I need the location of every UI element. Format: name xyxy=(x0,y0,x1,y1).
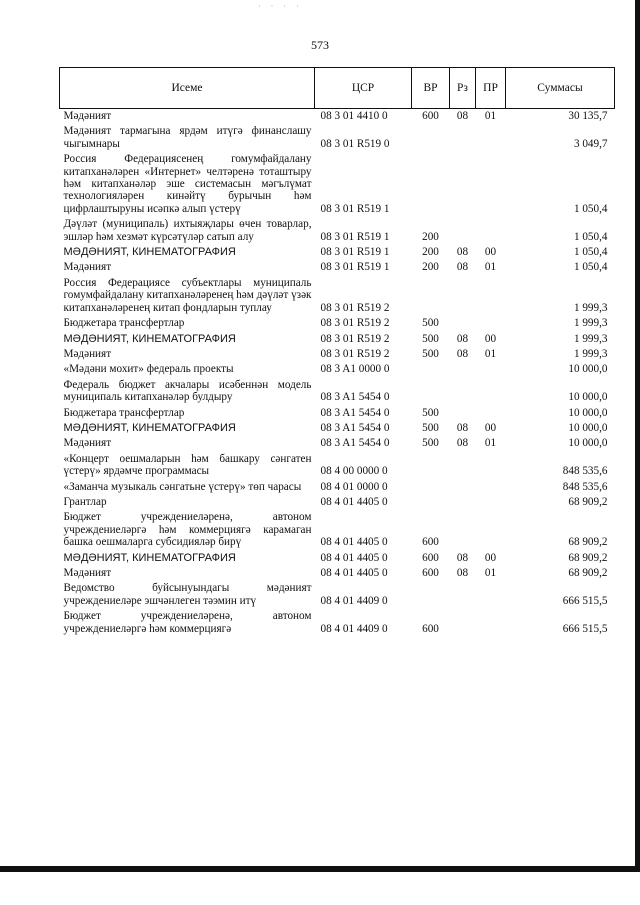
page-number: 573 xyxy=(311,38,329,52)
table-row xyxy=(60,316,615,331)
cell-vr xyxy=(412,581,450,609)
cell-name: Бюджетара трансфертлар xyxy=(63,317,185,330)
cell-csr: 08 4 01 4405 0 xyxy=(320,495,388,508)
cell-vr: 500 xyxy=(422,406,439,419)
cell-vr: 200 xyxy=(422,246,439,259)
cell-rz: 08 xyxy=(456,332,469,345)
cell-vr: 600 xyxy=(422,536,439,549)
cell-rz: 08 xyxy=(456,347,469,360)
cell-sum: 666 515,5 xyxy=(562,622,608,635)
cell-sum: 666 515,5 xyxy=(562,594,608,607)
cell-csr: 08 4 01 4405 0 xyxy=(320,567,388,579)
cell-name: «Заманча музыкаль сәнгатьне үстерү» төп чарасы xyxy=(63,480,302,493)
cell-csr: 08 3 01 R519 1 xyxy=(320,202,390,215)
cell-rz: 08 xyxy=(456,421,469,434)
table-header-row xyxy=(60,68,615,109)
cell-csr: 08 4 01 0000 0 xyxy=(320,480,388,493)
column-header-name: Исеме xyxy=(60,68,315,109)
cell-rz xyxy=(450,452,476,480)
cell-sum: 848 535,6 xyxy=(562,480,608,493)
cell-name: Федераль бюджет акчалары исәбеннән модель муниципаль китапханәләр булдыру xyxy=(63,378,312,404)
cell-vr: 600 xyxy=(422,567,439,579)
cell-rz xyxy=(450,378,476,406)
cell-vr xyxy=(412,452,450,480)
cell-vr xyxy=(412,276,450,316)
cell-pr: 01 xyxy=(484,437,497,450)
cell-sum: 10 000,0 xyxy=(568,363,608,376)
cell-pr xyxy=(476,217,506,245)
cell-pr: 00 xyxy=(484,332,497,345)
cell-name: МӘДӘНИЯТ, КИНЕМАТОГРАФИЯ xyxy=(63,246,236,259)
cell-vr xyxy=(412,480,450,495)
table-row xyxy=(60,566,615,581)
cell-sum: 1 050,4 xyxy=(573,230,608,243)
table-row xyxy=(60,245,615,260)
cell-sum: 10 000,0 xyxy=(568,421,608,434)
table-row xyxy=(60,406,615,421)
cell-name: Россия Федерациясенең гомумфайдалану китапханәләрен «Интернет» челтәренә тоташтыру һәм китапханәләр эше системасын мәгълүмат технологияләрен кинәйтү бурычын һәм цифрлаштыруны исәпкә алып үстерү xyxy=(63,153,312,215)
cell-name: Мәдәният xyxy=(63,347,112,360)
cell-csr: 08 4 01 4409 0 xyxy=(320,622,388,635)
cell-vr: 600 xyxy=(422,551,439,564)
cell-rz xyxy=(450,581,476,609)
cell-name: МӘДӘНИЯТ, КИНЕМАТОГРАФИЯ xyxy=(63,421,236,434)
cell-vr: 200 xyxy=(422,230,439,243)
column-header-rz: Рз xyxy=(450,68,476,109)
table-row xyxy=(60,362,615,377)
cell-name: Мәдәният xyxy=(63,437,112,450)
cell-rz: 08 xyxy=(456,246,469,259)
cell-pr xyxy=(476,480,506,495)
table-row xyxy=(60,260,615,275)
cell-rz xyxy=(450,362,476,377)
cell-rz xyxy=(450,406,476,421)
table-row xyxy=(60,452,615,480)
cell-vr xyxy=(412,378,450,406)
cell-sum: 1 050,4 xyxy=(573,202,608,215)
cell-rz: 08 xyxy=(456,437,469,450)
table-row xyxy=(60,436,615,451)
cell-name: Грантлар xyxy=(63,495,107,508)
cell-csr: 08 3 A1 5454 0 xyxy=(320,406,390,419)
cell-csr: 08 3 01 R519 1 xyxy=(320,261,390,274)
cell-sum: 3 049,7 xyxy=(573,137,608,150)
cell-rz: 08 xyxy=(456,551,469,564)
table-row xyxy=(60,276,615,316)
cell-sum: 68 909,2 xyxy=(568,551,608,564)
cell-vr xyxy=(412,152,450,217)
cell-sum: 1 999,3 xyxy=(573,332,608,345)
cell-vr xyxy=(412,362,450,377)
cell-sum: 1 999,3 xyxy=(573,317,608,330)
cell-name: Дәүләт (муниципаль) ихтыяҗлары өчен товарлар, эшләр һәм хезмәт күрсәтүләр сатып алу xyxy=(63,218,312,243)
cell-csr: 08 3 A1 5454 0 xyxy=(320,391,390,404)
cell-rz: 08 xyxy=(456,110,469,122)
cell-name: Россия Федерациясе субъектлары муниципаль гомумфайдалану китапханәләренең һәм дәүләт үзәк китапханәләренең китап фондларын туплау xyxy=(63,276,312,314)
cell-csr: 08 3 01 R519 2 xyxy=(320,301,390,314)
cell-pr xyxy=(476,378,506,406)
cell-pr xyxy=(476,609,506,637)
cell-csr: 08 4 01 4405 0 xyxy=(320,536,388,549)
table-row xyxy=(60,378,615,406)
cell-sum: 10 000,0 xyxy=(568,406,608,419)
cell-csr: 08 3 A1 5454 0 xyxy=(320,421,390,434)
column-header-vr: ВР xyxy=(412,68,450,109)
cell-sum: 10 000,0 xyxy=(568,391,608,404)
cell-name: Мәдәният xyxy=(63,110,112,122)
cell-pr xyxy=(476,124,506,152)
cell-name: МӘДӘНИЯТ, КИНЕМАТОГРАФИЯ xyxy=(63,551,236,564)
cell-pr: 00 xyxy=(484,551,497,564)
cell-csr: 08 4 00 0000 0 xyxy=(320,465,388,478)
table-row xyxy=(60,347,615,362)
cell-vr: 600 xyxy=(422,110,439,122)
cell-csr: 08 3 01 4410 0 xyxy=(320,110,388,122)
cell-name: Мәдәният xyxy=(63,567,112,579)
cell-pr xyxy=(476,362,506,377)
cell-rz xyxy=(450,609,476,637)
cell-name: МӘДӘНИЯТ, КИНЕМАТОГРАФИЯ xyxy=(63,332,236,345)
cell-rz: 08 xyxy=(456,261,469,274)
cell-csr: 08 3 01 R519 2 xyxy=(320,317,390,330)
page-right-edge xyxy=(635,0,640,872)
cell-csr: 08 3 A1 5454 0 xyxy=(320,437,390,450)
cell-pr: 00 xyxy=(484,246,497,259)
cell-vr xyxy=(412,124,450,152)
cell-sum: 1 050,4 xyxy=(573,246,608,259)
cell-csr: 08 3 01 R519 1 xyxy=(320,230,390,243)
cell-rz xyxy=(450,480,476,495)
table-row xyxy=(60,109,615,125)
cell-rz xyxy=(450,217,476,245)
table-body xyxy=(60,109,615,638)
cell-sum: 10 000,0 xyxy=(568,437,608,450)
cell-vr: 500 xyxy=(422,347,439,360)
cell-vr xyxy=(412,495,450,510)
cell-name: Бюджет учреждениеләренә, автоном учреждениеләргә һәм коммерциягә карамаган башка оешмаларга субсидияләр бирү xyxy=(63,511,312,549)
cell-rz xyxy=(450,276,476,316)
column-header-csr: ЦСР xyxy=(315,68,412,109)
cell-sum: 1 999,3 xyxy=(573,301,608,314)
cell-csr: 08 3 01 R519 1 xyxy=(320,246,390,259)
cell-pr xyxy=(476,452,506,480)
cell-rz xyxy=(450,152,476,217)
cell-sum: 30 135,7 xyxy=(568,110,608,122)
cell-rz xyxy=(450,510,476,550)
table-row xyxy=(60,609,615,637)
cell-pr: 00 xyxy=(484,421,497,434)
cell-pr xyxy=(476,581,506,609)
cell-name: Мәдәният xyxy=(63,261,112,274)
cell-sum: 68 909,2 xyxy=(568,536,608,549)
cell-csr: 08 3 01 R519 2 xyxy=(320,332,390,345)
cell-pr xyxy=(476,316,506,331)
table-row xyxy=(60,217,615,245)
table-row xyxy=(60,421,615,436)
cell-rz xyxy=(450,124,476,152)
table-row xyxy=(60,551,615,566)
cell-vr: 600 xyxy=(422,622,439,635)
cell-pr: 01 xyxy=(484,261,497,274)
cell-vr: 500 xyxy=(422,317,439,330)
table-row xyxy=(60,495,615,510)
cell-rz xyxy=(450,316,476,331)
cell-rz xyxy=(450,495,476,510)
cell-csr: 08 3 A1 0000 0 xyxy=(320,363,390,376)
cell-sum: 1 050,4 xyxy=(573,261,608,274)
cell-pr: 01 xyxy=(484,347,497,360)
cell-pr xyxy=(476,510,506,550)
cell-vr: 200 xyxy=(422,261,439,274)
cell-pr xyxy=(476,406,506,421)
table-row xyxy=(60,581,615,609)
cell-pr xyxy=(476,276,506,316)
cell-rz: 08 xyxy=(456,567,469,579)
budget-table xyxy=(59,67,615,637)
cell-name: Бюджет учреждениеләренә, автоном учреждениеләргә һәм коммерциягә xyxy=(63,610,312,635)
table-row xyxy=(60,152,615,217)
scan-artifact: · · · · xyxy=(258,2,303,11)
cell-name: Бюджетара трансфертлар xyxy=(63,406,185,419)
cell-name: «Концерт оешмаларын һәм башкару сәнгатен үстерү» ярдәмче программасы xyxy=(63,452,312,478)
cell-pr: 01 xyxy=(484,567,497,579)
table-row xyxy=(60,510,615,550)
cell-vr: 500 xyxy=(422,332,439,345)
cell-vr: 500 xyxy=(422,421,439,434)
column-header-sum: Суммасы xyxy=(506,68,615,109)
cell-name: Ведомство буйсынуындагы мәдәният учреждениеләре эшчәнлеген тәэмин итү xyxy=(63,582,312,607)
cell-pr: 01 xyxy=(484,110,497,122)
cell-pr xyxy=(476,495,506,510)
table-row xyxy=(60,332,615,347)
column-header-pr: ПР xyxy=(476,68,506,109)
cell-vr: 500 xyxy=(422,437,439,450)
cell-name: «Мәдәни мохит» федераль проекты xyxy=(63,363,234,376)
cell-sum: 1 999,3 xyxy=(573,347,608,360)
cell-sum: 848 535,6 xyxy=(562,465,608,478)
cell-csr: 08 4 01 4409 0 xyxy=(320,594,388,607)
table-row xyxy=(60,480,615,495)
cell-csr: 08 3 01 R519 0 xyxy=(320,137,390,150)
cell-pr xyxy=(476,152,506,217)
cell-name: Мәдәният тармагына ярдәм итүгә финанслашу чыгымнары xyxy=(63,125,312,150)
cell-sum: 68 909,2 xyxy=(568,495,608,508)
cell-csr: 08 4 01 4405 0 xyxy=(320,551,388,564)
cell-sum: 68 909,2 xyxy=(568,567,608,579)
cell-csr: 08 3 01 R519 2 xyxy=(320,347,390,360)
page-bottom-edge xyxy=(0,866,640,872)
table-row xyxy=(60,124,615,152)
